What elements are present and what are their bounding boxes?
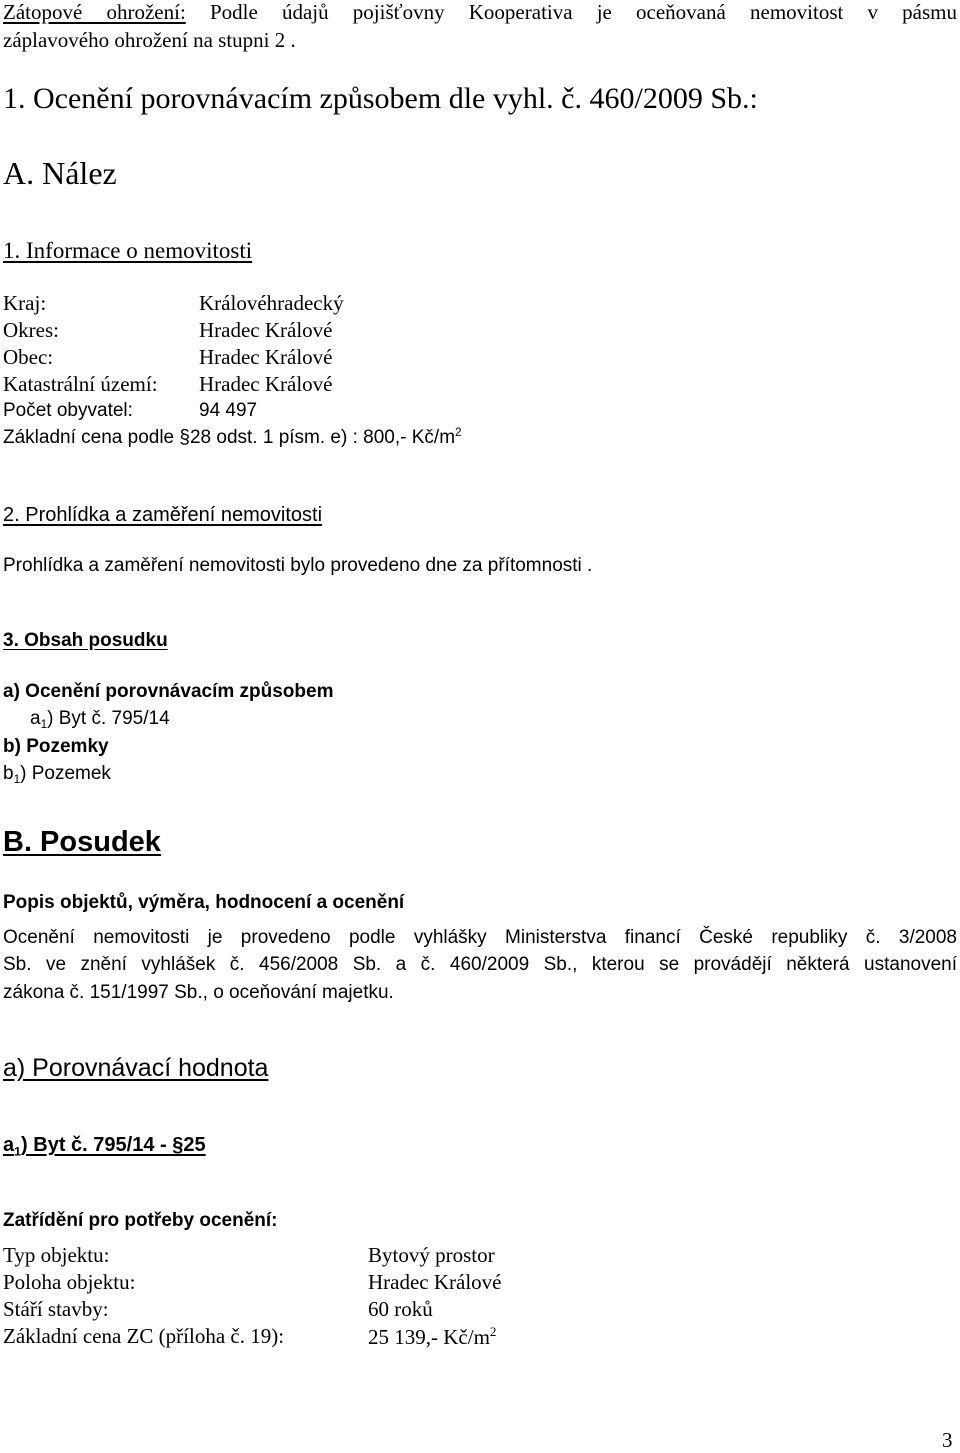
content-b1-text: ) Pozemek — [20, 763, 111, 784]
section-2-text: Prohlídka a zaměření nemovitosti bylo provedeno dne za přítomnosti . — [3, 555, 593, 576]
method-heading: 1. Ocenění porovnávacím způsobem dle vyhl. č. 460/2009 Sb.: — [3, 82, 758, 115]
info-label-obec: Obec: — [3, 345, 54, 369]
content-b-title: b) Pozemky — [3, 736, 109, 757]
content-a1-prefix: a — [30, 708, 41, 729]
info-value-okres: Hradec Králové — [199, 318, 333, 342]
comparative-item-text: ) Byt č. 795/14 - §25 — [21, 1134, 206, 1156]
content-a1-sub: 1 — [40, 718, 48, 732]
hazard-line-1 — [3, 0, 957, 25]
class-value-type: Bytový prostor — [368, 1243, 495, 1267]
comparative-value-title: a) Porovnávací hodnota — [3, 1054, 269, 1082]
population-value: 94 497 — [199, 400, 258, 421]
info-value-kraj: Královéhradecký — [199, 291, 344, 315]
zc-value-text: 25 139,- Kč/m — [368, 1324, 490, 1349]
comparative-item — [3, 1134, 206, 1158]
class-value-zc — [368, 1324, 496, 1350]
class-value-age: 60 roků — [368, 1297, 433, 1321]
class-label-age: Stáří stavby: — [3, 1297, 109, 1321]
info-label-kraj: Kraj: — [3, 291, 47, 315]
class-label-zc: Základní cena ZC (příloha č. 19): — [3, 1324, 285, 1348]
section-1-title: 1. Informace o nemovitosti — [3, 238, 253, 263]
content-b1-sub: 1 — [13, 773, 21, 787]
heading-a-nalez: A. Nález — [3, 155, 117, 191]
content-b1-prefix: b — [3, 763, 14, 784]
section-2-title: 2. Prohlídka a zaměření nemovitosti — [3, 504, 323, 526]
content-a-title: a) Ocenění porovnávacím způsobem — [3, 681, 334, 702]
popis-line-3: zákona č. 151/1997 Sb., o oceňování majetku. — [3, 982, 394, 1003]
info-label-okres: Okres: — [3, 318, 59, 342]
info-label-katastr: Katastrální území: — [3, 372, 158, 396]
comparative-item-sub: 1 — [14, 1144, 22, 1159]
class-label-type: Typ objektu: — [3, 1243, 110, 1267]
section-3-title: 3. Obsah posudku — [3, 630, 168, 651]
popis-line-1: Ocenění nemovitosti je provedeno podle vyhlášky Ministerstva financí České republiky č. 3/2008 — [3, 927, 957, 948]
base-price — [3, 426, 462, 449]
heading-b-posudek: B. Posudek — [3, 826, 161, 858]
base-price-text: Základní cena podle §28 odst. 1 písm. e) : 800,- Kč/m — [3, 427, 456, 449]
content-a1-text: ) Byt č. 795/14 — [47, 708, 170, 729]
base-price-sup: 2 — [455, 426, 462, 439]
page-number: 3 — [942, 1428, 953, 1452]
zc-value-sup: 2 — [489, 1324, 497, 1339]
hazard-text: Podle údajů pojišťovny Kooperativa je oceňovaná nemovitost v pásmu — [209, 0, 957, 24]
comparative-item-prefix: a — [3, 1134, 15, 1156]
hazard-label: Zátopové ohrožení: — [3, 0, 186, 24]
content-a1 — [30, 708, 170, 731]
classification-title: Zatřídění pro potřeby ocenění: — [3, 1210, 278, 1231]
info-value-katastr: Hradec Králové — [199, 372, 333, 396]
population-label: Počet obyvatel: — [3, 400, 133, 421]
content-b1 — [3, 763, 111, 786]
popis-line-2: Sb. ve znění vyhlášek č. 456/2008 Sb. a č. 460/2009 Sb., kterou se provádějí některá ustanovení — [3, 954, 957, 975]
info-value-obec: Hradec Králové — [199, 345, 333, 369]
class-value-location: Hradec Králové — [368, 1270, 502, 1294]
hazard-line-2: záplavového ohrožení na stupni 2 . — [3, 28, 296, 52]
class-label-location: Poloha objektu: — [3, 1270, 136, 1294]
popis-title: Popis objektů, výměra, hodnocení a ocenění — [3, 892, 405, 913]
